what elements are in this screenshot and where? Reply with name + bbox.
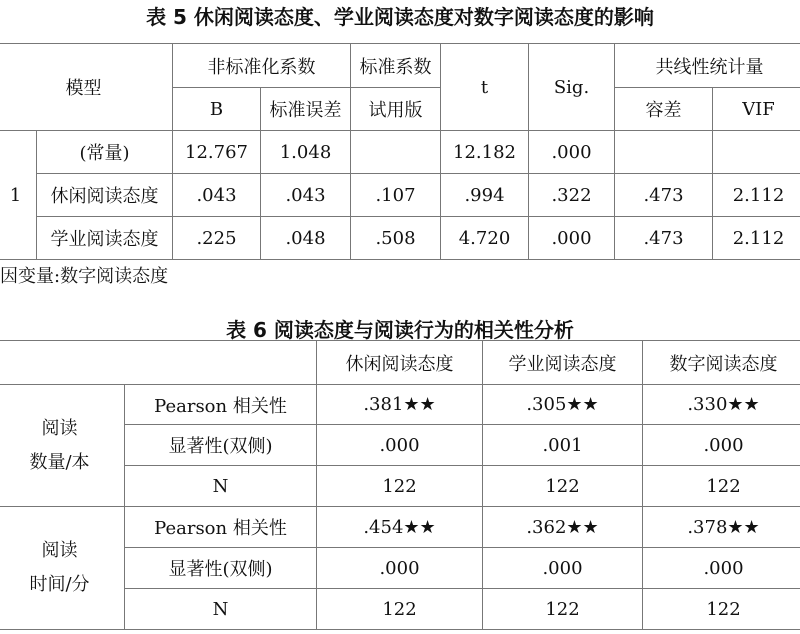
cell-value: .305★★ [483,385,643,425]
cell-vif [713,131,800,174]
table-row [0,174,800,217]
cell-value: 122 [317,466,483,507]
model-number: 1 [0,131,37,260]
column-header: 休闲阅读态度 [317,341,483,385]
cell-t: 4.720 [441,217,529,260]
stat-label: 显著性(双侧) [125,425,317,466]
table-row [0,385,800,425]
header-vif: VIF [713,88,800,131]
cell-sig: .322 [529,174,615,217]
table-row [0,131,800,174]
table5-title: 表 5 休闲阅读态度、学业阅读态度对数字阅读态度的影响 [146,5,654,29]
cell-value: .362★★ [483,507,643,548]
stat-label: Pearson 相关性 [125,385,317,425]
cell-value: 122 [643,466,800,507]
cell-tolerance [615,131,713,174]
cell-t: 12.182 [441,131,529,174]
cell-beta: .107 [351,174,441,217]
regression-table [0,43,800,260]
cell-tolerance: .473 [615,217,713,260]
header-t: t [441,44,529,131]
cell-value: .381★★ [317,385,483,425]
cell-b: 12.767 [173,131,261,174]
corner-cell [0,341,317,385]
cell-sig: .000 [529,217,615,260]
cell-value: .454★★ [317,507,483,548]
header-tolerance: 容差 [615,88,713,131]
cell-sig: .000 [529,131,615,174]
cell-value: 122 [643,589,800,630]
cell-beta [351,131,441,174]
cell-beta: .508 [351,217,441,260]
cell-value: .000 [483,548,643,589]
cell-value: .000 [643,425,800,466]
cell-value: 122 [483,589,643,630]
stat-label: 显著性(双侧) [125,548,317,589]
group-label [0,507,125,630]
cell-tolerance: .473 [615,174,713,217]
correlation-table [0,340,800,630]
cell-value: 122 [483,466,643,507]
header-std-error: 标准误差 [261,88,351,131]
cell-value: .330★★ [643,385,800,425]
column-header: 数字阅读态度 [643,341,800,385]
stat-label: N [125,589,317,630]
header-model: 模型 [0,44,173,131]
cell-se: 1.048 [261,131,351,174]
header-collinearity: 共线性统计量 [615,44,800,88]
row-label: 休闲阅读态度 [37,174,173,217]
header-b: B [173,88,261,131]
cell-b: .043 [173,174,261,217]
cell-se: .048 [261,217,351,260]
group-label-line2: 数量/本 [29,451,90,473]
group-label-line2: 时间/分 [29,574,90,595]
header-standardized: 标准系数 [351,44,441,88]
cell-value: .000 [317,548,483,589]
cell-b: .225 [173,217,261,260]
table6-title: 表 6 阅读态度与阅读行为的相关性分析 [226,318,574,342]
header-sig: Sig. [529,44,615,131]
cell-se: .043 [261,174,351,217]
column-header: 学业阅读态度 [483,341,643,385]
cell-value: .000 [643,548,800,589]
cell-t: .994 [441,174,529,217]
table-row [0,217,800,260]
cell-value: .378★★ [643,507,800,548]
table-row [0,507,800,548]
header-unstandardized: 非标准化系数 [173,44,351,88]
cell-vif: 2.112 [713,174,800,217]
stat-label: Pearson 相关性 [125,507,317,548]
cell-value: .000 [317,425,483,466]
row-label: 学业阅读态度 [37,217,173,260]
group-label [0,385,125,507]
cell-value: 122 [317,589,483,630]
stat-label: N [125,466,317,507]
cell-vif: 2.112 [713,217,800,260]
header-trial: 试用版 [351,88,441,131]
table5-note: 因变量:数字阅读态度 [0,266,169,287]
group-label-line1: 阅读 [41,540,78,561]
cell-value: .001 [483,425,643,466]
row-label: (常量) [37,131,173,174]
group-label-line1: 阅读 [41,417,78,439]
